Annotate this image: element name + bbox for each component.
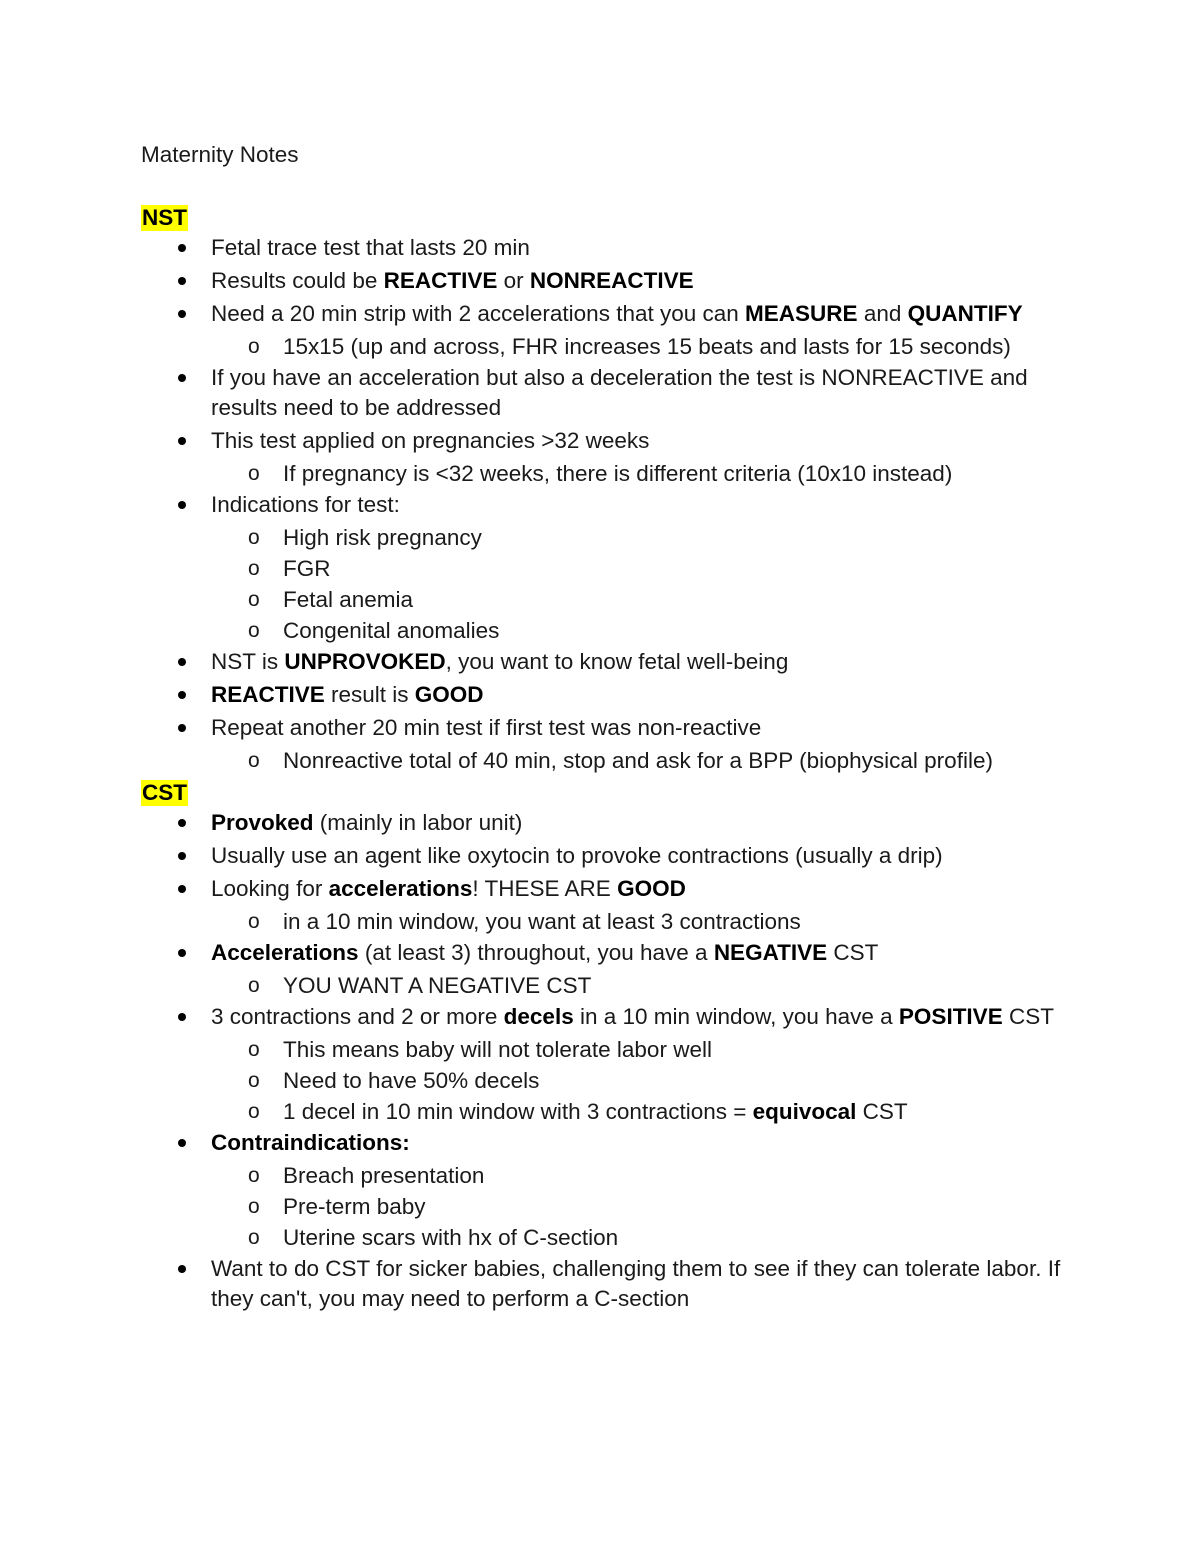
bullet-circle-icon: o [248,1226,260,1249]
sub-list-item [141,459,1061,489]
list-item [141,938,1061,968]
bullet-dot-icon [178,713,186,743]
list-item [141,808,1061,838]
text: CST [827,940,879,965]
bullet-dot-icon [178,680,186,710]
sections [141,202,1061,1314]
text: Congenital anomalies [283,618,500,643]
bullet-circle-icon: o [248,1069,260,1092]
bullet-circle-icon: o [248,619,260,642]
text: or [497,268,530,293]
sub-list-item [141,1223,1061,1253]
bullet-dot-icon [178,233,186,263]
list-item [141,680,1061,710]
document-page [141,140,1061,1317]
text: , you want to know fetal well-being [445,649,789,674]
bullet-circle-icon: o [248,749,260,772]
list-item [141,266,1061,296]
list-item [141,363,1061,423]
text: This means baby will not tolerate labor well [283,1037,712,1062]
section-heading: NST [142,205,187,230]
section-nst [141,202,1061,776]
text: and [857,301,908,326]
bold-text: GOOD [617,876,686,901]
text: This test applied on pregnancies >32 weeks [211,428,650,453]
bullet-dot-icon [178,266,186,296]
text: CST [856,1099,908,1124]
sub-list-item [141,971,1061,1001]
bullet-dot-icon [178,1002,186,1032]
text: in a 10 min window, you want at least 3 contractions [283,909,801,934]
text: Breach presentation [283,1163,485,1188]
bullet-dot-icon [178,808,186,838]
bold-text: Accelerations [211,940,359,965]
bullet-dot-icon [178,647,186,677]
bullet-circle-icon: o [248,1100,260,1123]
bold-text: QUANTIFY [907,301,1023,326]
bold-text: decels [503,1004,574,1029]
bold-text: MEASURE [745,301,858,326]
bullet-circle-icon: o [248,462,260,485]
text: Need to have 50% decels [283,1068,540,1093]
sub-list-item [141,585,1061,615]
bold-text: GOOD [414,682,484,707]
bullet-list [141,808,1061,1314]
bullet-circle-icon: o [248,335,260,358]
text: (mainly in labor unit) [313,810,523,835]
list-item [141,1254,1061,1314]
text: NST is [211,649,285,674]
sub-list-item [141,1161,1061,1191]
bold-text: POSITIVE [898,1004,1003,1029]
text: Pre-term baby [283,1194,426,1219]
bullet-dot-icon [178,363,186,393]
text: Indications for test: [211,492,400,517]
bullet-dot-icon [178,490,186,520]
text: FGR [283,556,331,581]
section-heading: CST [142,780,187,805]
bullet-dot-icon [178,1254,186,1284]
text: Repeat another 20 min test if first test was non-reactive [211,715,762,740]
list-item [141,874,1061,904]
bold-text: NONREACTIVE [529,268,694,293]
text: in a 10 min window, you have a [573,1004,899,1029]
list-item [141,490,1061,520]
sub-list-item [141,746,1061,776]
text: Want to do CST for sicker babies, challenging them to see if they can tolerate labor. If they can't, you may need to perform a C-section [211,1256,1061,1311]
sub-list-item [141,616,1061,646]
bullet-circle-icon: o [248,557,260,580]
text: CST [1002,1004,1054,1029]
bullet-circle-icon: o [248,910,260,933]
text: (at least 3) throughout, you have a [358,940,714,965]
bold-text: accelerations [328,876,473,901]
bold-text: REACTIVE [211,682,325,707]
bold-text: equivocal [752,1099,857,1124]
bullet-circle-icon: o [248,1038,260,1061]
bullet-dot-icon [178,426,186,456]
text: Usually use an agent like oxytocin to provoke contractions (usually a drip) [211,843,943,868]
text: Results could be [211,268,384,293]
sub-list-item [141,1035,1061,1065]
sub-list-item [141,523,1061,553]
bullet-dot-icon [178,299,186,329]
list-item [141,841,1061,871]
text: Nonreactive total of 40 min, stop and ask for a BPP (biophysical profile) [283,748,993,773]
text: ! THESE ARE [472,876,618,901]
text: Fetal anemia [283,587,414,612]
sub-list-item [141,907,1061,937]
list-item [141,713,1061,743]
list-item [141,426,1061,456]
list-item [141,1002,1061,1032]
bold-text: Provoked [211,810,314,835]
text: result is [324,682,415,707]
sub-list-item [141,1097,1061,1127]
bold-text: NEGATIVE [713,940,828,965]
bold-text: REACTIVE [383,268,498,293]
text: Looking for [211,876,329,901]
text: Fetal trace test that lasts 20 min [211,235,530,260]
sub-list-item [141,1066,1061,1096]
text: Need a 20 min strip with 2 accelerations that you can [211,301,746,326]
bullet-circle-icon: o [248,1195,260,1218]
list-item [141,299,1061,329]
section-cst [141,777,1061,1314]
text: Uterine scars with hx of C-section [283,1225,619,1250]
bullet-circle-icon: o [248,526,260,549]
list-item [141,647,1061,677]
bullet-list [141,233,1061,776]
text: High risk pregnancy [283,525,482,550]
text: If you have an acceleration but also a deceleration the test is NONREACTIVE and results need to be addressed [211,365,1028,420]
sub-list-item [141,332,1061,362]
bullet-dot-icon [178,841,186,871]
bullet-dot-icon [178,874,186,904]
text: 1 decel in 10 min window with 3 contractions = [283,1099,753,1124]
bullet-circle-icon: o [248,588,260,611]
list-item [141,233,1061,263]
text: If pregnancy is <32 weeks, there is different criteria (10x10 instead) [283,461,953,486]
bold-text: UNPROVOKED [284,649,446,674]
sub-list-item [141,1192,1061,1222]
text: 15x15 (up and across, FHR increases 15 beats and lasts for 15 seconds) [283,334,1011,359]
sub-list-item [141,554,1061,584]
bullet-circle-icon: o [248,974,260,997]
text: YOU WANT A NEGATIVE CST [283,973,592,998]
bullet-circle-icon: o [248,1164,260,1187]
bullet-dot-icon [178,1128,186,1158]
bold-text: Contraindications: [211,1130,410,1155]
document-title: Maternity Notes [141,142,299,167]
bullet-dot-icon [178,938,186,968]
text: 3 contractions and 2 or more [211,1004,504,1029]
list-item [141,1128,1061,1158]
